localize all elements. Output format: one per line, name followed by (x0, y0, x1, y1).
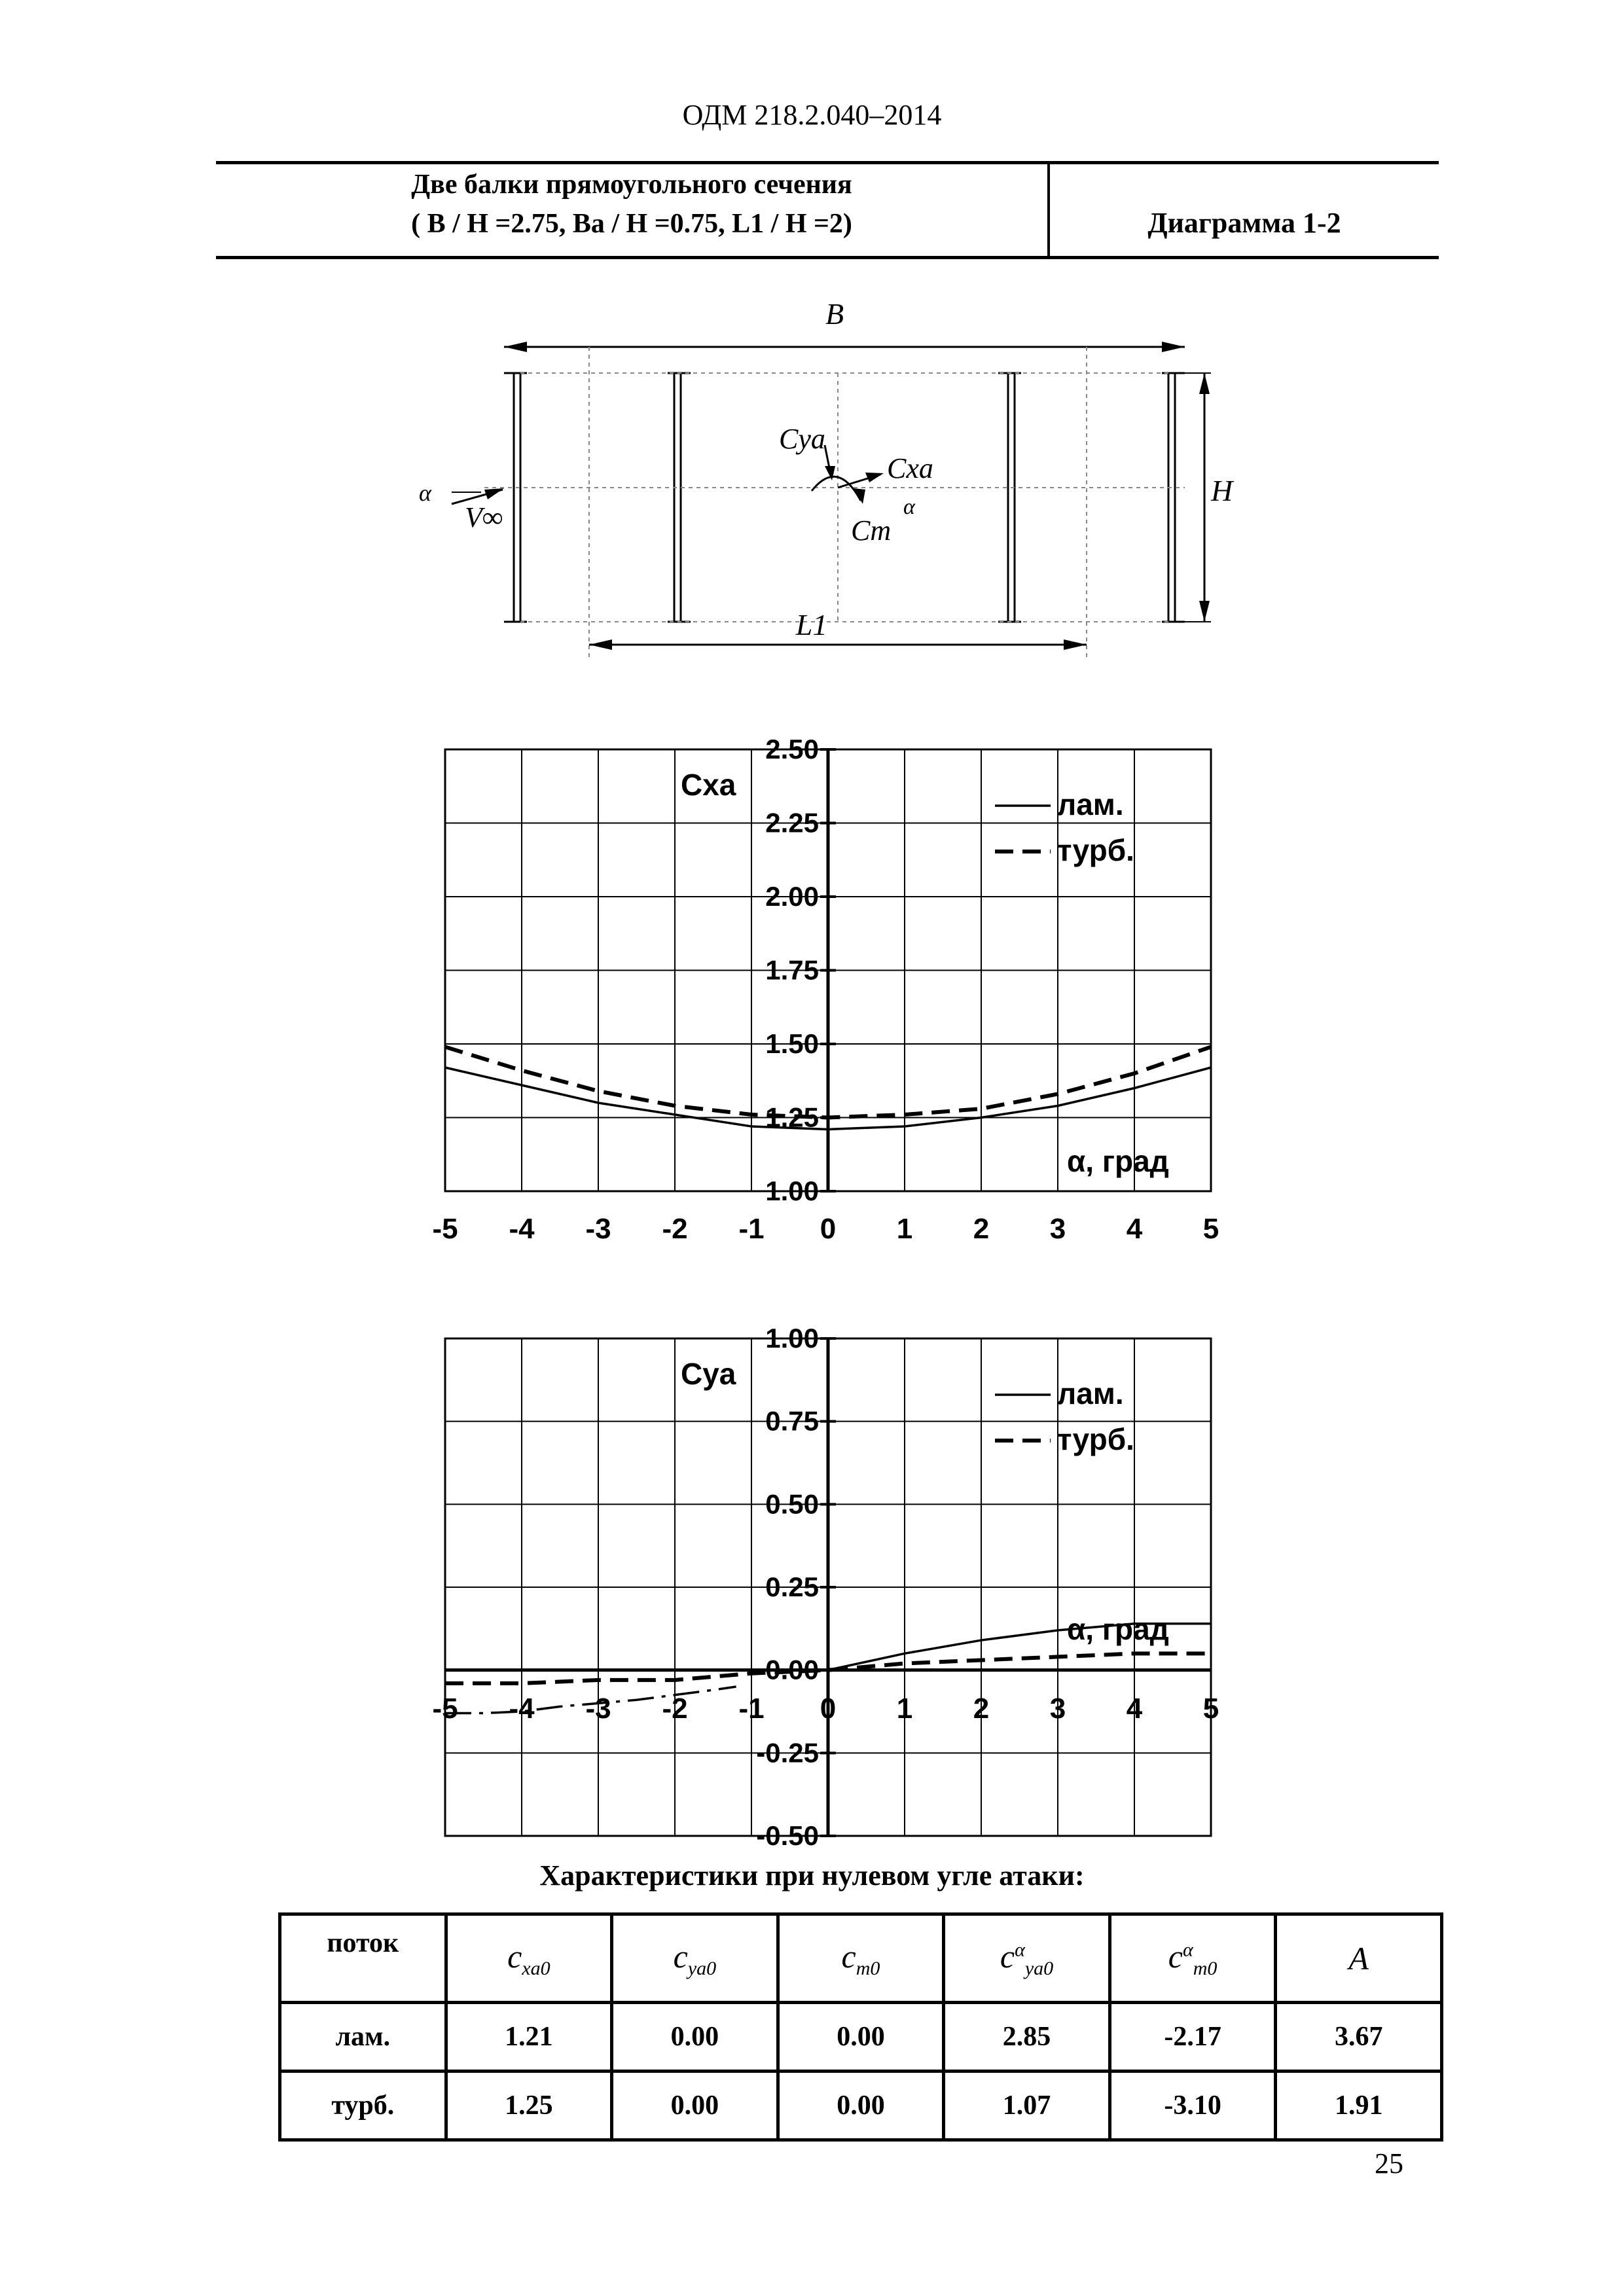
cell-value: 0.00 (612, 2072, 778, 2140)
table-header-row (280, 1914, 1442, 2003)
x-tick-label: 1 (896, 1213, 913, 1245)
x-tick-label: 0 (820, 1213, 837, 1245)
cell-flow: лам. (280, 2003, 446, 2072)
label-Cm: Cm (851, 514, 892, 547)
header-cell-A: A (1276, 1914, 1442, 2003)
label-L1: L1 (795, 608, 828, 641)
label-Cm-alpha: α (903, 495, 915, 519)
legend-label: турб. (1057, 833, 1134, 867)
x-tick-label: -1 (738, 1213, 765, 1245)
cell-value: 0.00 (612, 2003, 778, 2072)
cell-value: -3.10 (1110, 2072, 1276, 2140)
cell-value: 3.67 (1276, 2003, 1442, 2072)
legend-label: лам. (1057, 1376, 1124, 1410)
cell-value: 2.85 (944, 2003, 1110, 2072)
header-cell-cya0-alpha: $c^\alpha_{ya0}$ (944, 1914, 1110, 2003)
y-tick-label: 0.00 (765, 1654, 819, 1685)
cell-value: 0.00 (778, 2072, 944, 2140)
document-code: ОДМ 218.2.040–2014 (682, 99, 942, 131)
y-tick-label: 1.00 (765, 1323, 819, 1354)
header-cell-cxa0: $c_{xa0}$ (446, 1914, 612, 2003)
table-row-turbulent (280, 2072, 1442, 2140)
y-tick-label: 2.25 (765, 807, 819, 838)
y-tick-label: 1.75 (765, 954, 819, 986)
y-tick-label: 2.00 (765, 881, 819, 912)
header-cell-cm0-alpha: $c^\alpha_{m0}$ (1110, 1914, 1276, 2003)
x-tick-label: 4 (1126, 1693, 1143, 1725)
header-cell-cya0: $c_{ya0}$ (612, 1914, 778, 2003)
cell-flow: турб. (280, 2072, 446, 2140)
x-tick-label: 1 (896, 1693, 913, 1725)
header-title-line1: Две балки прямоугольного сечения (411, 170, 852, 200)
label-H: H (1211, 474, 1233, 507)
cell-value: -2.17 (1110, 2003, 1276, 2072)
zero-attack-parameters-table (278, 1912, 1443, 2142)
cell-value: 1.25 (446, 2072, 612, 2140)
cell-value: 1.91 (1276, 2072, 1442, 2140)
y-tick-label: -0.50 (756, 1820, 819, 1851)
label-Cxa: Cxa (887, 452, 933, 484)
x-tick-label: -4 (509, 1693, 535, 1725)
legend-label: лам. (1057, 787, 1124, 821)
beam-scheme-diagram (393, 281, 1244, 681)
table-title: Характеристики при нулевом угле атаки: (539, 1859, 1085, 1892)
x-tick-label: -2 (662, 1693, 688, 1725)
y-tick-label: 2.50 (765, 734, 819, 764)
x-tick-label: 3 (1049, 1213, 1066, 1245)
x-tick-label: 2 (973, 1213, 990, 1245)
x-tick-label: -1 (738, 1693, 765, 1725)
cya-chart (393, 1283, 1276, 1851)
y-tick-label: 0.50 (765, 1488, 819, 1520)
cell-value: 0.00 (778, 2003, 944, 2072)
x-tick-label: 2 (973, 1693, 990, 1725)
x-tick-label: -4 (509, 1213, 535, 1245)
y-tick-label: 1.00 (765, 1175, 819, 1206)
x-tick-label: -5 (432, 1693, 458, 1725)
label-V-inf: V∞ (465, 501, 503, 533)
y-axis-title: Cxa (681, 768, 736, 802)
x-tick-label: 4 (1126, 1213, 1143, 1245)
y-tick-label: -0.25 (756, 1737, 819, 1768)
x-tick-label: -3 (585, 1213, 611, 1245)
y-tick-label: 1.25 (765, 1102, 819, 1133)
x-tick-label: -3 (585, 1693, 611, 1725)
label-Cya: Cya (779, 423, 825, 455)
x-tick-label: -5 (432, 1213, 458, 1245)
header-cell-cm0: $c_{m0}$ (778, 1914, 944, 2003)
cell-value: 1.21 (446, 2003, 612, 2072)
x-tick-label: 0 (820, 1693, 837, 1725)
page-number: 25 (1375, 2147, 1403, 2179)
header-title-line2: ( B / H =2.75, Bа / H =0.75, L1 / H =2) (411, 209, 852, 239)
x-tick-label: 3 (1049, 1693, 1066, 1725)
cell-value: 1.07 (944, 2072, 1110, 2140)
x-tick-label: 5 (1202, 1693, 1219, 1725)
label-B: B (825, 297, 844, 331)
y-tick-label: 0.25 (765, 1571, 819, 1602)
x-tick-label: 5 (1202, 1213, 1219, 1245)
y-tick-label: 1.50 (765, 1028, 819, 1059)
header-cell-flow: поток (280, 1914, 446, 2003)
legend-label: турб. (1057, 1422, 1134, 1456)
diagram-label: Диаграмма 1-2 (1147, 207, 1341, 239)
cxa-chart (393, 694, 1276, 1244)
x-axis-title: α, град (1067, 1612, 1169, 1646)
x-tick-label: -2 (662, 1213, 688, 1245)
table-row-laminar (280, 2003, 1442, 2072)
x-axis-title: α, град (1067, 1144, 1169, 1178)
label-alpha: α (419, 480, 431, 506)
y-tick-label: 0.75 (765, 1405, 819, 1437)
y-axis-title: Cya (681, 1357, 736, 1391)
